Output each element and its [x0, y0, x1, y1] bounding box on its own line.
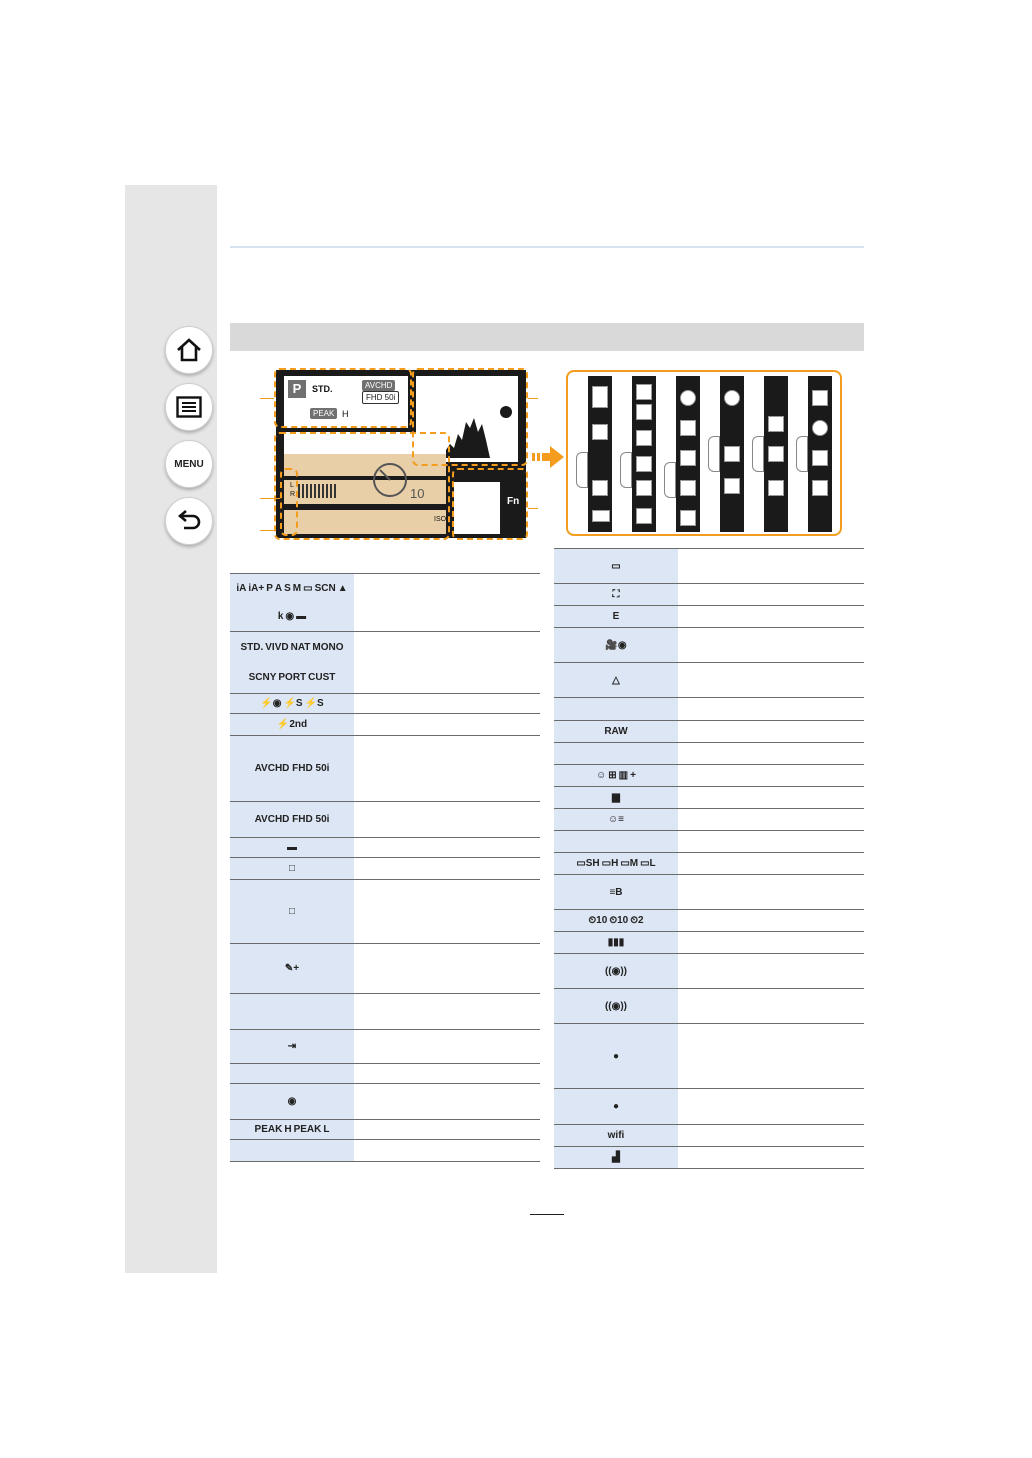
table-icon: ●: [612, 1050, 620, 1062]
table-icon: ●: [612, 1101, 620, 1112]
icon-cell: [230, 944, 354, 993]
description-cell: [678, 743, 864, 764]
icon-cell: [230, 714, 354, 735]
icon-cell: [554, 663, 678, 697]
table-icon: ✎+: [284, 963, 300, 974]
icon-cell: [230, 994, 354, 1029]
leader-line-3: [260, 530, 274, 531]
table-icon: ⛶: [612, 589, 620, 600]
description-cell: [354, 1140, 540, 1161]
table-icon: △: [612, 674, 620, 686]
description-cell: [678, 787, 864, 808]
description-cell: [678, 549, 864, 583]
table-row: [554, 663, 864, 698]
icon-cell: [554, 1024, 678, 1088]
icon-cell: [554, 1089, 678, 1124]
exposure-comp-icon-2[interactable]: [812, 480, 828, 496]
description-cell: [354, 574, 540, 631]
timer-count-label: 10: [410, 486, 425, 501]
description-cell: [678, 628, 864, 662]
description-cell: [678, 809, 864, 830]
table-row: [554, 721, 864, 743]
landscape-icon[interactable]: [680, 450, 696, 466]
description-cell: [354, 1030, 540, 1063]
table-icon: SCNY: [248, 671, 277, 683]
table-icon: ▬: [296, 610, 307, 622]
icon-cell: [554, 853, 678, 874]
table-icon: S: [284, 583, 291, 595]
table-icon: ◉: [285, 610, 295, 622]
table-icon: ▭L: [640, 858, 656, 869]
table-row: [554, 853, 864, 875]
table-icon: CUST: [308, 671, 336, 683]
icon-cell: [230, 838, 354, 857]
table-icon: □: [288, 906, 296, 917]
description-cell: [354, 632, 540, 693]
description-cell: [678, 989, 864, 1023]
table-icon: PEAK: [254, 1124, 283, 1135]
table-icon: ⊞: [608, 770, 617, 781]
icon-cell: [230, 858, 354, 879]
home-icon: [176, 338, 202, 362]
table-row: [554, 1147, 864, 1169]
description-cell: [354, 838, 540, 857]
table-row: [554, 910, 864, 932]
description-cell: [354, 880, 540, 943]
description-cell: [678, 853, 864, 874]
description-cell: [354, 994, 540, 1029]
icon-cell: [230, 1140, 354, 1161]
tab-strip-3: [676, 376, 700, 532]
icon-cell: [230, 574, 354, 631]
tab-strip-4: [720, 376, 744, 532]
description-cell: [354, 944, 540, 993]
table-row: [230, 574, 540, 632]
exposure-comp-icon[interactable]: [768, 480, 784, 496]
description-cell: [354, 1084, 540, 1119]
table-row: [554, 628, 864, 663]
description-cell: [678, 910, 864, 931]
table-row: [554, 549, 864, 584]
description-cell: [678, 698, 864, 720]
icon-cell: [230, 1030, 354, 1063]
ex-tele-icon[interactable]: [680, 510, 696, 526]
description-cell: [678, 721, 864, 742]
table-icon: ▟: [612, 1152, 620, 1163]
ia-plus-icon[interactable]: [768, 446, 784, 462]
tab-bump-1[interactable]: [576, 452, 588, 488]
description-cell: [678, 932, 864, 953]
return-icon: [176, 510, 202, 532]
tab-strip-1: [588, 376, 612, 532]
table-icon: ▭H: [601, 858, 619, 869]
table-row: [230, 1084, 540, 1120]
table-icon: k: [277, 610, 284, 622]
icon-cell: [554, 875, 678, 909]
table-row: [230, 1120, 540, 1140]
table-row: [554, 1125, 864, 1147]
menu-button[interactable]: [165, 440, 213, 488]
dial-icon[interactable]: [680, 390, 696, 406]
description-cell: [678, 606, 864, 627]
table-icon: ◉: [287, 1096, 297, 1107]
table-icon: ▭SH: [576, 858, 600, 869]
table-icon: ⚡S: [283, 698, 303, 709]
peak-icon: PEAK: [310, 408, 337, 419]
table-icon: 🎥◉: [605, 639, 627, 651]
table-icon: ▭M: [620, 858, 639, 869]
table-row: [554, 831, 864, 853]
callout-frame-4: [452, 468, 528, 540]
leader-line-5: [528, 508, 538, 509]
page-number-rule: [530, 1214, 564, 1215]
leader-line-2: [260, 498, 280, 499]
callout-frame-1: [274, 368, 412, 428]
table-row: [554, 743, 864, 765]
table-icon: PEAK: [293, 1124, 322, 1135]
description-cell: [354, 694, 540, 713]
description-cell: [678, 875, 864, 909]
table-icon: P: [266, 583, 273, 595]
description-cell: [678, 765, 864, 786]
table-row: [554, 606, 864, 628]
callout-frame-3: [274, 432, 450, 540]
tab-strip-5: [764, 376, 788, 532]
icon-cell: [554, 1125, 678, 1146]
description-cell: [678, 663, 864, 697]
description-cell: [354, 858, 540, 879]
fn-label: Fn: [507, 496, 520, 507]
contrast-icon[interactable]: [768, 416, 784, 432]
list-icon: [176, 396, 202, 418]
touch-af-icon[interactable]: [636, 456, 652, 472]
zoom-tw-icon[interactable]: [592, 386, 608, 408]
right-icon-table: [554, 548, 864, 1169]
table-icon: ☺≡: [607, 814, 625, 825]
table-row: [230, 880, 540, 944]
icon-cell: [230, 880, 354, 943]
table-row: [230, 1030, 540, 1064]
description-cell: [678, 954, 864, 988]
icon-cell: [230, 736, 354, 801]
mic-r-label: R: [290, 491, 296, 498]
table-icon: ⚡◉: [260, 698, 282, 709]
blank-icon[interactable]: [636, 480, 652, 496]
frame-icon[interactable]: [724, 478, 740, 494]
table-icon: NAT: [290, 642, 311, 654]
table-icon: wifi: [607, 1130, 625, 1141]
description-cell: [354, 1120, 540, 1139]
leader-line-4: [528, 398, 538, 399]
description-cell: [678, 1024, 864, 1088]
table-icon: M: [292, 583, 302, 595]
section-bar: [230, 323, 864, 351]
icon-cell: [554, 809, 678, 830]
description-cell: [354, 714, 540, 735]
table-icon: STD.: [240, 642, 264, 654]
table-row: [230, 802, 540, 838]
table-icon: AVCHD FHD 50i: [254, 763, 330, 774]
table-icon: VIVD: [265, 642, 289, 654]
table-icon: ▭: [303, 583, 313, 595]
icon-cell: [554, 1147, 678, 1168]
table-row: [554, 698, 864, 721]
icon-cell: [230, 1120, 354, 1139]
table-icon: ☺: [596, 770, 607, 781]
table-row: [230, 1064, 540, 1084]
leader-line-1: [260, 398, 274, 399]
header-rule: [230, 246, 864, 248]
table-icon: iA+: [248, 583, 265, 595]
table-row: [230, 632, 540, 694]
left-icon-table: [230, 573, 540, 1162]
table-icon: PORT: [278, 671, 307, 683]
table-icon: ⏲2: [630, 915, 644, 926]
icon-cell: [230, 1064, 354, 1083]
back-button[interactable]: [165, 497, 213, 545]
table-row: [554, 1024, 864, 1089]
table-icon: AVCHD FHD 50i: [254, 814, 330, 825]
description-cell: [678, 1147, 864, 1168]
tab-strip-6: [808, 376, 832, 532]
dial-icon-2[interactable]: [724, 390, 740, 406]
table-row: [230, 994, 540, 1030]
table-row: [554, 875, 864, 910]
mode-p-icon: P: [288, 380, 306, 398]
touch-tab-panel: [566, 370, 842, 536]
icon-cell: [230, 1084, 354, 1119]
table-icon: iA: [236, 583, 247, 595]
table-icon: +: [630, 770, 636, 781]
menu-label: MENU: [174, 458, 204, 470]
table-row: [230, 838, 540, 858]
tab-bump-6[interactable]: [796, 436, 808, 472]
defocus-icon[interactable]: [724, 446, 740, 462]
home-button[interactable]: [165, 326, 213, 374]
table-icon: ≡B: [609, 886, 623, 898]
table-icon: □: [288, 863, 296, 874]
icon-cell: [230, 694, 354, 713]
table-icon: MONO: [312, 642, 344, 654]
description-cell: [354, 1064, 540, 1083]
table-row: [230, 944, 540, 994]
table-icon: SCN: [314, 583, 336, 595]
table-icon: ▆: [612, 792, 620, 803]
table-row: [554, 809, 864, 831]
scene-icon[interactable]: [812, 450, 828, 466]
color-icon[interactable]: [812, 420, 828, 436]
peak-level-label: H: [342, 409, 349, 419]
contents-button[interactable]: [165, 383, 213, 431]
icon-cell: [554, 954, 678, 988]
description-cell: [354, 736, 540, 801]
description-cell: [354, 802, 540, 837]
callout-frame-5: [280, 468, 298, 536]
description-cell: [678, 1125, 864, 1146]
table-icon: A: [274, 583, 283, 595]
icon-cell: [554, 831, 678, 852]
table-row: [230, 1140, 540, 1162]
icon-cell: [554, 549, 678, 583]
table-row: [554, 954, 864, 989]
table-icon: ▲: [337, 583, 348, 595]
icon-cell: [554, 721, 678, 742]
avchd-icon: AVCHD: [362, 380, 395, 391]
table-icon: ▮▮▮: [607, 937, 625, 948]
table-icon: E: [612, 611, 620, 622]
table-icon: ((◉)): [604, 965, 628, 977]
af-icon[interactable]: [636, 404, 652, 420]
icon-cell: [554, 787, 678, 808]
icon-cell: [554, 584, 678, 605]
movie-icon[interactable]: [680, 480, 696, 496]
table-row: [230, 736, 540, 802]
description-cell: [678, 831, 864, 852]
table-icon: ⏲10: [588, 915, 608, 926]
table-row: [554, 932, 864, 954]
portrait-icon[interactable]: [636, 430, 652, 446]
table-icon: ⚡2nd: [276, 719, 308, 730]
tab-bump-4[interactable]: [708, 436, 720, 472]
icon-cell: [554, 989, 678, 1023]
table-icon: L: [323, 1124, 330, 1135]
photo-style-label: STD.: [312, 384, 333, 394]
tab-strip-2: [632, 376, 656, 532]
table-icon: ⚡S: [304, 698, 324, 709]
table-icon: ⇥: [287, 1041, 297, 1052]
timer-tab-icon[interactable]: [636, 508, 652, 524]
fhd-icon: FHD 50i: [362, 391, 399, 404]
table-icon: RAW: [604, 726, 628, 737]
tab-bump-5[interactable]: [752, 436, 764, 472]
icon-cell: [554, 606, 678, 627]
iso-label: ISO: [434, 516, 447, 523]
tab-bump-2[interactable]: [620, 452, 632, 488]
tab-bump-3[interactable]: [664, 462, 676, 498]
table-icon: ▥: [618, 770, 629, 781]
icon-cell: [554, 628, 678, 662]
table-row: [554, 1089, 864, 1125]
icon-cell: [554, 932, 678, 953]
icon-cell: [554, 743, 678, 764]
table-row: [554, 765, 864, 787]
arrow-right-icon: [532, 446, 564, 468]
touch-ae-icon[interactable]: [592, 480, 608, 496]
mic-l-label: L: [290, 482, 294, 489]
table-row: [230, 694, 540, 714]
description-cell: [678, 1089, 864, 1124]
table-row: [230, 858, 540, 880]
icon-cell: [554, 698, 678, 720]
touch-shutter-icon[interactable]: [592, 424, 608, 440]
icon-cell: [230, 632, 354, 693]
table-row: [554, 584, 864, 606]
table-icon: ⏲10: [609, 915, 629, 926]
pen-icon[interactable]: [812, 390, 828, 406]
table-icon: ▭: [611, 560, 621, 572]
icon-cell: [554, 765, 678, 786]
peak-tab-icon[interactable]: [592, 510, 610, 522]
table-icon: H: [284, 1124, 292, 1135]
icon-cell: [230, 802, 354, 837]
table-icon: ((◉)): [604, 1000, 628, 1012]
table-row: [554, 787, 864, 809]
table-row: [230, 714, 540, 736]
table-icon: ▬: [287, 842, 297, 853]
description-cell: [678, 584, 864, 605]
table-row: [554, 989, 864, 1024]
filter-icon[interactable]: [680, 420, 696, 436]
face-icon[interactable]: [636, 384, 652, 400]
icon-cell: [554, 910, 678, 931]
